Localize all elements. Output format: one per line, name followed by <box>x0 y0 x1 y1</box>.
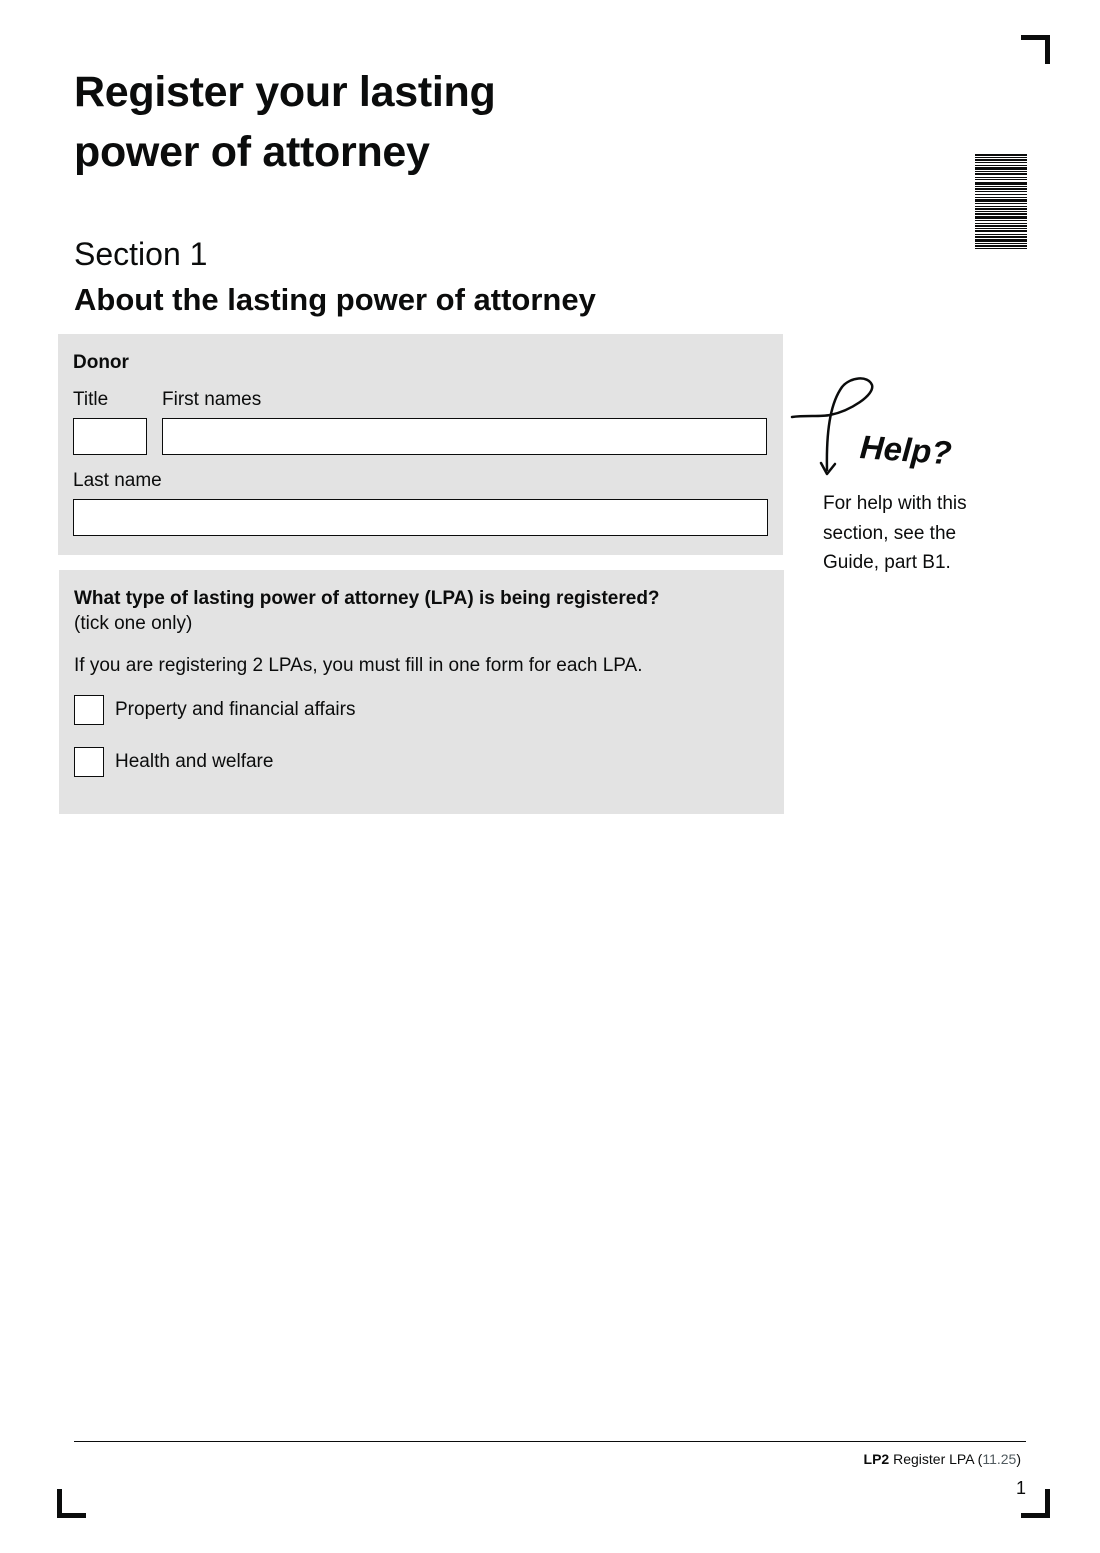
form-name: Register LPA <box>893 1451 974 1467</box>
form-version: 11.25 <box>982 1451 1017 1467</box>
barcode-bar <box>975 191 1027 192</box>
barcode-bar <box>975 167 1027 170</box>
barcode-bar <box>975 211 1027 212</box>
barcode-bar <box>975 234 1027 235</box>
barcode-bar <box>975 186 1027 187</box>
barcode-bar <box>975 225 1027 227</box>
barcode-bar <box>975 248 1027 249</box>
barcode-bar <box>975 179 1027 180</box>
barcode-bar <box>975 194 1027 195</box>
page-title: Register your lasting power of attorney <box>74 68 496 176</box>
form-version-close: ) <box>1016 1451 1021 1467</box>
form-version-open: ( <box>977 1451 983 1467</box>
donor-panel <box>58 334 783 555</box>
section-number: Section 1 <box>74 236 208 272</box>
lpa-type-instruction: If you are registering 2 LPAs, you must fill in one form for each LPA. <box>74 655 643 676</box>
barcode-bar <box>975 228 1027 229</box>
footer-divider <box>74 1441 1026 1442</box>
corner-mark-bottom-left <box>57 1489 86 1518</box>
barcode-bar <box>975 182 1027 185</box>
barcode-bar <box>975 165 1027 166</box>
first-names-label: First names <box>162 389 262 410</box>
health-welfare-label: Health and welfare <box>115 751 274 772</box>
title-input[interactable] <box>73 418 147 455</box>
donor-heading: Donor <box>73 352 129 373</box>
barcode-bar <box>975 208 1027 210</box>
lpa-type-panel <box>59 570 784 814</box>
corner-mark-top-right <box>1021 35 1050 64</box>
barcode-bar <box>975 216 1027 219</box>
barcode-bar <box>975 245 1027 247</box>
first-names-input[interactable] <box>162 418 767 455</box>
barcode-bar <box>975 199 1027 202</box>
barcode-bar <box>975 171 1027 172</box>
barcode-bar <box>975 188 1027 190</box>
footer-form-reference <box>864 1451 1021 1467</box>
barcode-bar <box>975 173 1027 175</box>
property-financial-checkbox[interactable] <box>74 695 104 725</box>
help-title: Help? <box>858 428 953 472</box>
lpa-type-hint: (tick one only) <box>74 613 193 634</box>
barcode-bar <box>975 154 1027 156</box>
barcode-bar <box>975 177 1027 178</box>
barcode-bar <box>975 203 1027 204</box>
help-text: For help with this section, see the Guide, part B1. <box>823 493 967 573</box>
title-label: Title <box>73 389 109 410</box>
section-title: About the lasting power of attorney <box>74 282 596 317</box>
barcode-bar <box>975 239 1027 242</box>
barcode-bar <box>975 197 1027 198</box>
barcode-bar <box>975 159 1027 161</box>
barcode-bar <box>975 230 1027 232</box>
barcode-bar <box>975 223 1027 224</box>
form-code: LP2 <box>863 1451 890 1467</box>
health-welfare-checkbox[interactable] <box>74 747 104 777</box>
barcode-bar <box>975 206 1027 207</box>
lpa-type-question: What type of lasting power of attorney (LPA) is being registered? <box>74 588 660 609</box>
property-financial-label: Property and financial affairs <box>115 699 356 720</box>
last-name-input[interactable] <box>73 499 768 536</box>
barcode-bar <box>975 162 1027 163</box>
barcode-bar <box>975 236 1027 238</box>
barcode-bar <box>975 220 1027 221</box>
page-number: 1 <box>1015 1478 1026 1498</box>
last-name-label: Last name <box>73 470 162 491</box>
barcode-bar <box>975 213 1027 215</box>
barcode-bar <box>975 243 1027 244</box>
barcode <box>975 154 1027 312</box>
barcode-bar <box>975 157 1027 158</box>
